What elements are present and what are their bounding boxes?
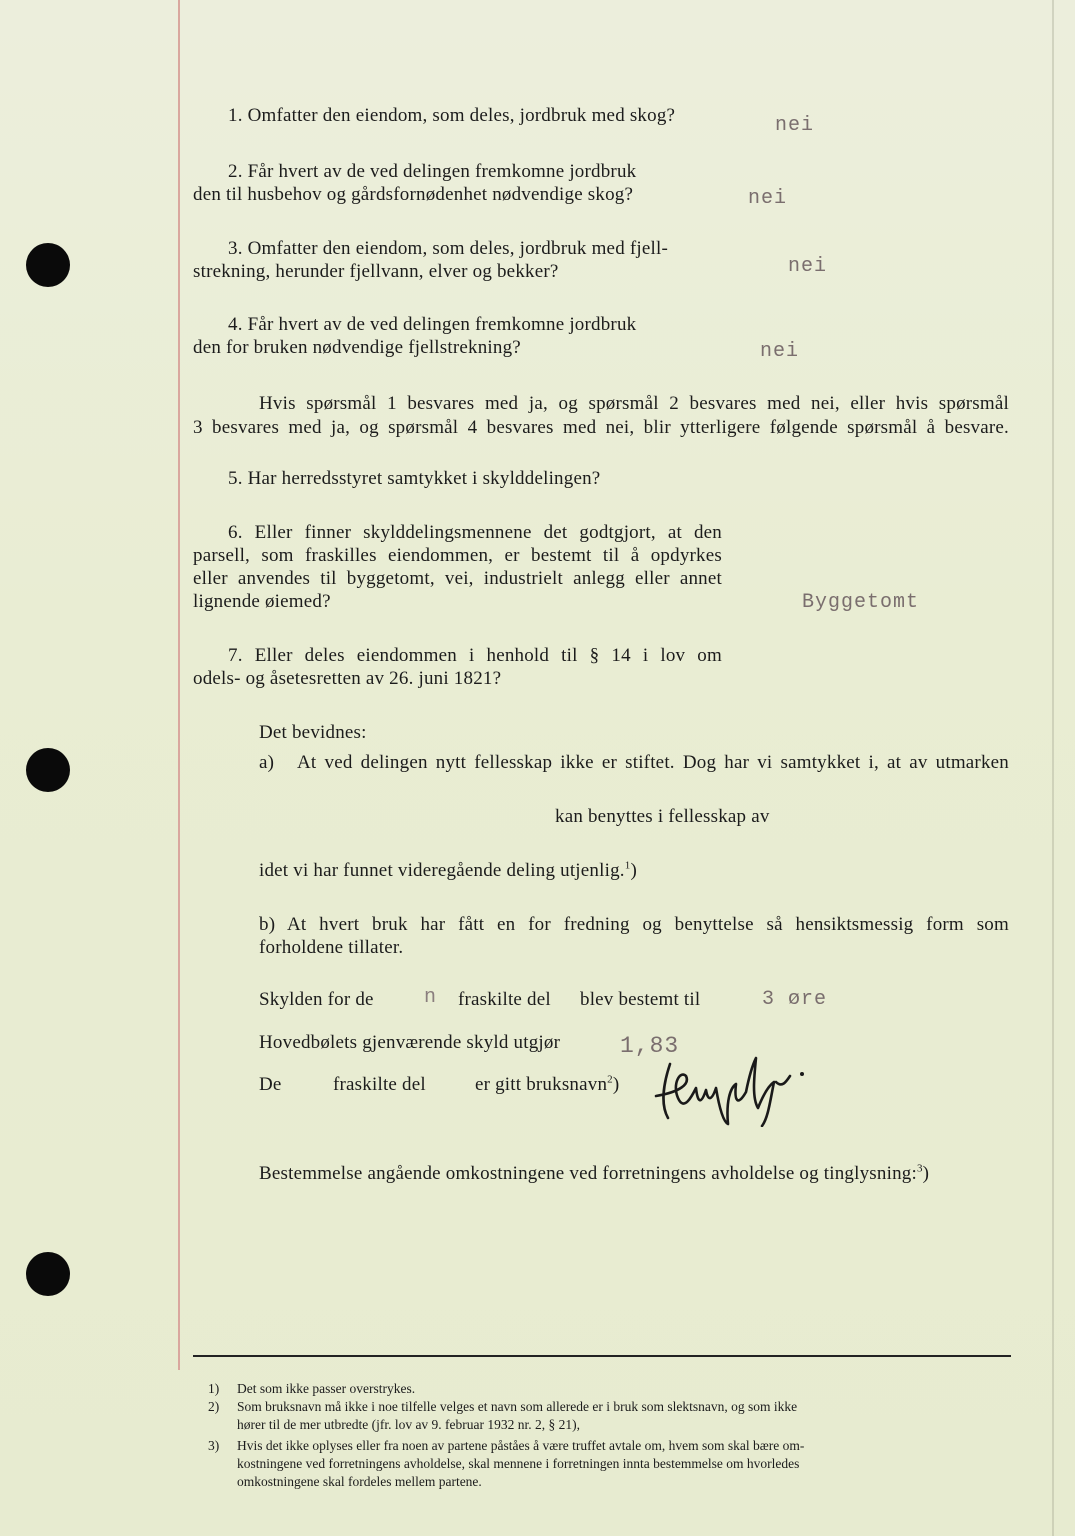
condition-line-2: 3 besvares med ja, og spørsmål 4 besvares med nei, blir ytterligere følgende spørsmål å besvare. [193, 417, 1009, 438]
page-fold [1052, 0, 1054, 1536]
question-1: 1. Omfatter den eiendom, som deles, jordbruk med skog? [228, 105, 676, 126]
footnote-3-number: 3) [208, 1438, 220, 1453]
footnote-3-line-3: omkostningene skal fordeles mellem partene. [237, 1474, 482, 1489]
question-6-line-1: 6. Eller finner skylddelingsmennene det godtgjort, at den [228, 522, 722, 543]
question-5: 5. Har herredsstyret samtykket i skylddelingen? [228, 468, 601, 489]
footnote-1-line-1: Det som ikke passer overstrykes. [237, 1381, 416, 1396]
attest-heading: Det bevidnes: [259, 722, 367, 743]
condition-line-1: Hvis spørsmål 1 besvares med ja, og spørsmål 2 besvares med nei, eller hvis spørsmål [259, 393, 1009, 414]
attest-a-end-text: idet vi har funnet videregående deling utjenlig. [259, 860, 625, 881]
bruksnavn-label-c-text: er gitt bruksnavn [475, 1074, 608, 1095]
question-4-line-1: 4. Får hvert av de ved delingen fremkomne jordbruk [228, 314, 637, 335]
attest-b-line-1: b) At hvert bruk har fått en for fredning og benyttelse så hensiktsmessig form som [259, 914, 1009, 935]
bruksnavn-label-close: ) [612, 1074, 620, 1095]
footnote-3-line-2: kostningene ved forretningens avholdelse, skal mennene i forretningen innta bestemmelse om hvorledes [237, 1456, 800, 1471]
footnote-ref-1: 1 [624, 859, 631, 872]
question-3-line-1: 3. Omfatter den eiendom, som deles, jordbruk med fjell- [228, 238, 668, 259]
bruksnavn-label-b: fraskilte del [333, 1074, 426, 1095]
footnote-ref-2: 2 [607, 1073, 613, 1086]
handwritten-signature [650, 1052, 820, 1127]
answer-1: nei [775, 114, 815, 137]
hovedbol-value: 1,83 [620, 1033, 680, 1059]
skyld-label-c: blev bestemt til [580, 989, 701, 1010]
footnote-2-line-2: hører til de mer utbredte (jfr. lov av 9. februar 1932 nr. 2, § 21), [237, 1417, 581, 1432]
margin-line [178, 0, 180, 1370]
attest-a-end [259, 859, 637, 882]
skyld-value: 3 øre [762, 988, 828, 1011]
footnote-2-number: 2) [208, 1399, 220, 1414]
attest-b-line-2: forholdene tillater. [259, 937, 404, 958]
attest-a-text: At ved delingen nytt fellesskap ikke er stiftet. Dog har vi samtykket i, at av utmarken [297, 752, 1009, 773]
answer-4: nei [760, 340, 800, 363]
question-6-line-3: eller anvendes til byggetomt, vei, industrielt anlegg eller annet [193, 568, 722, 589]
shared-use-text: kan benyttes i fellesskap av [555, 806, 770, 827]
costs-text [259, 1162, 929, 1185]
footnote-ref-3: 3 [916, 1162, 923, 1175]
footnote-divider [193, 1355, 1011, 1357]
bruksnavn-label-a: De [259, 1074, 282, 1095]
hovedbol-label: Hovedbølets gjenværende skyld utgjør [259, 1032, 561, 1053]
question-3-line-2: strekning, herunder fjellvann, elver og bekker? [193, 261, 559, 282]
question-4-line-2: den for bruken nødvendige fjellstrekning? [193, 337, 521, 358]
costs-close: ) [922, 1163, 930, 1184]
punch-hole [26, 748, 70, 792]
question-6-line-4: lignende øiemed? [193, 591, 331, 612]
skyld-label-b: fraskilte del [458, 989, 551, 1010]
footnote-1-number: 1) [208, 1381, 220, 1396]
skyld-label-a: Skylden for de [259, 989, 374, 1010]
question-7-line-1: 7. Eller deles eiendommen i henhold til § 14 i lov om [228, 645, 722, 666]
question-2-line-1: 2. Får hvert av de ved delingen fremkomne jordbruk [228, 161, 637, 182]
answer-6: Byggetomt [802, 591, 920, 614]
question-6-line-2: parsell, som fraskilles eiendommen, er bestemt til å opdyrkes [193, 545, 722, 566]
footnote-3-line-1: Hvis det ikke oplyses eller fra noen av partene påståes å være truffet avtale om, hvem som skal bære om- [237, 1438, 805, 1453]
question-7-line-2: odels- og åsetesretten av 26. juni 1821? [193, 668, 502, 689]
skyld-fill-n: n [424, 986, 438, 1009]
attest-a-end-close: ) [630, 860, 637, 881]
answer-2: nei [748, 187, 788, 210]
costs-text-main: Bestemmelse angående omkostningene ved forretningens avholdelse og tinglysning: [259, 1163, 917, 1184]
bruksnavn-label-c [475, 1073, 619, 1096]
answer-3: nei [788, 255, 828, 278]
footnote-2-line-1: Som bruksnavn må ikke i noe tilfelle velges et navn som allerede er i bruk som slektsnavn, og som ikke [237, 1399, 798, 1414]
punch-hole [26, 1252, 70, 1296]
attest-a-label: a) [259, 752, 275, 773]
question-2-line-2: den til husbehov og gårdsfornødenhet nødvendige skog? [193, 184, 634, 205]
punch-hole [26, 243, 70, 287]
